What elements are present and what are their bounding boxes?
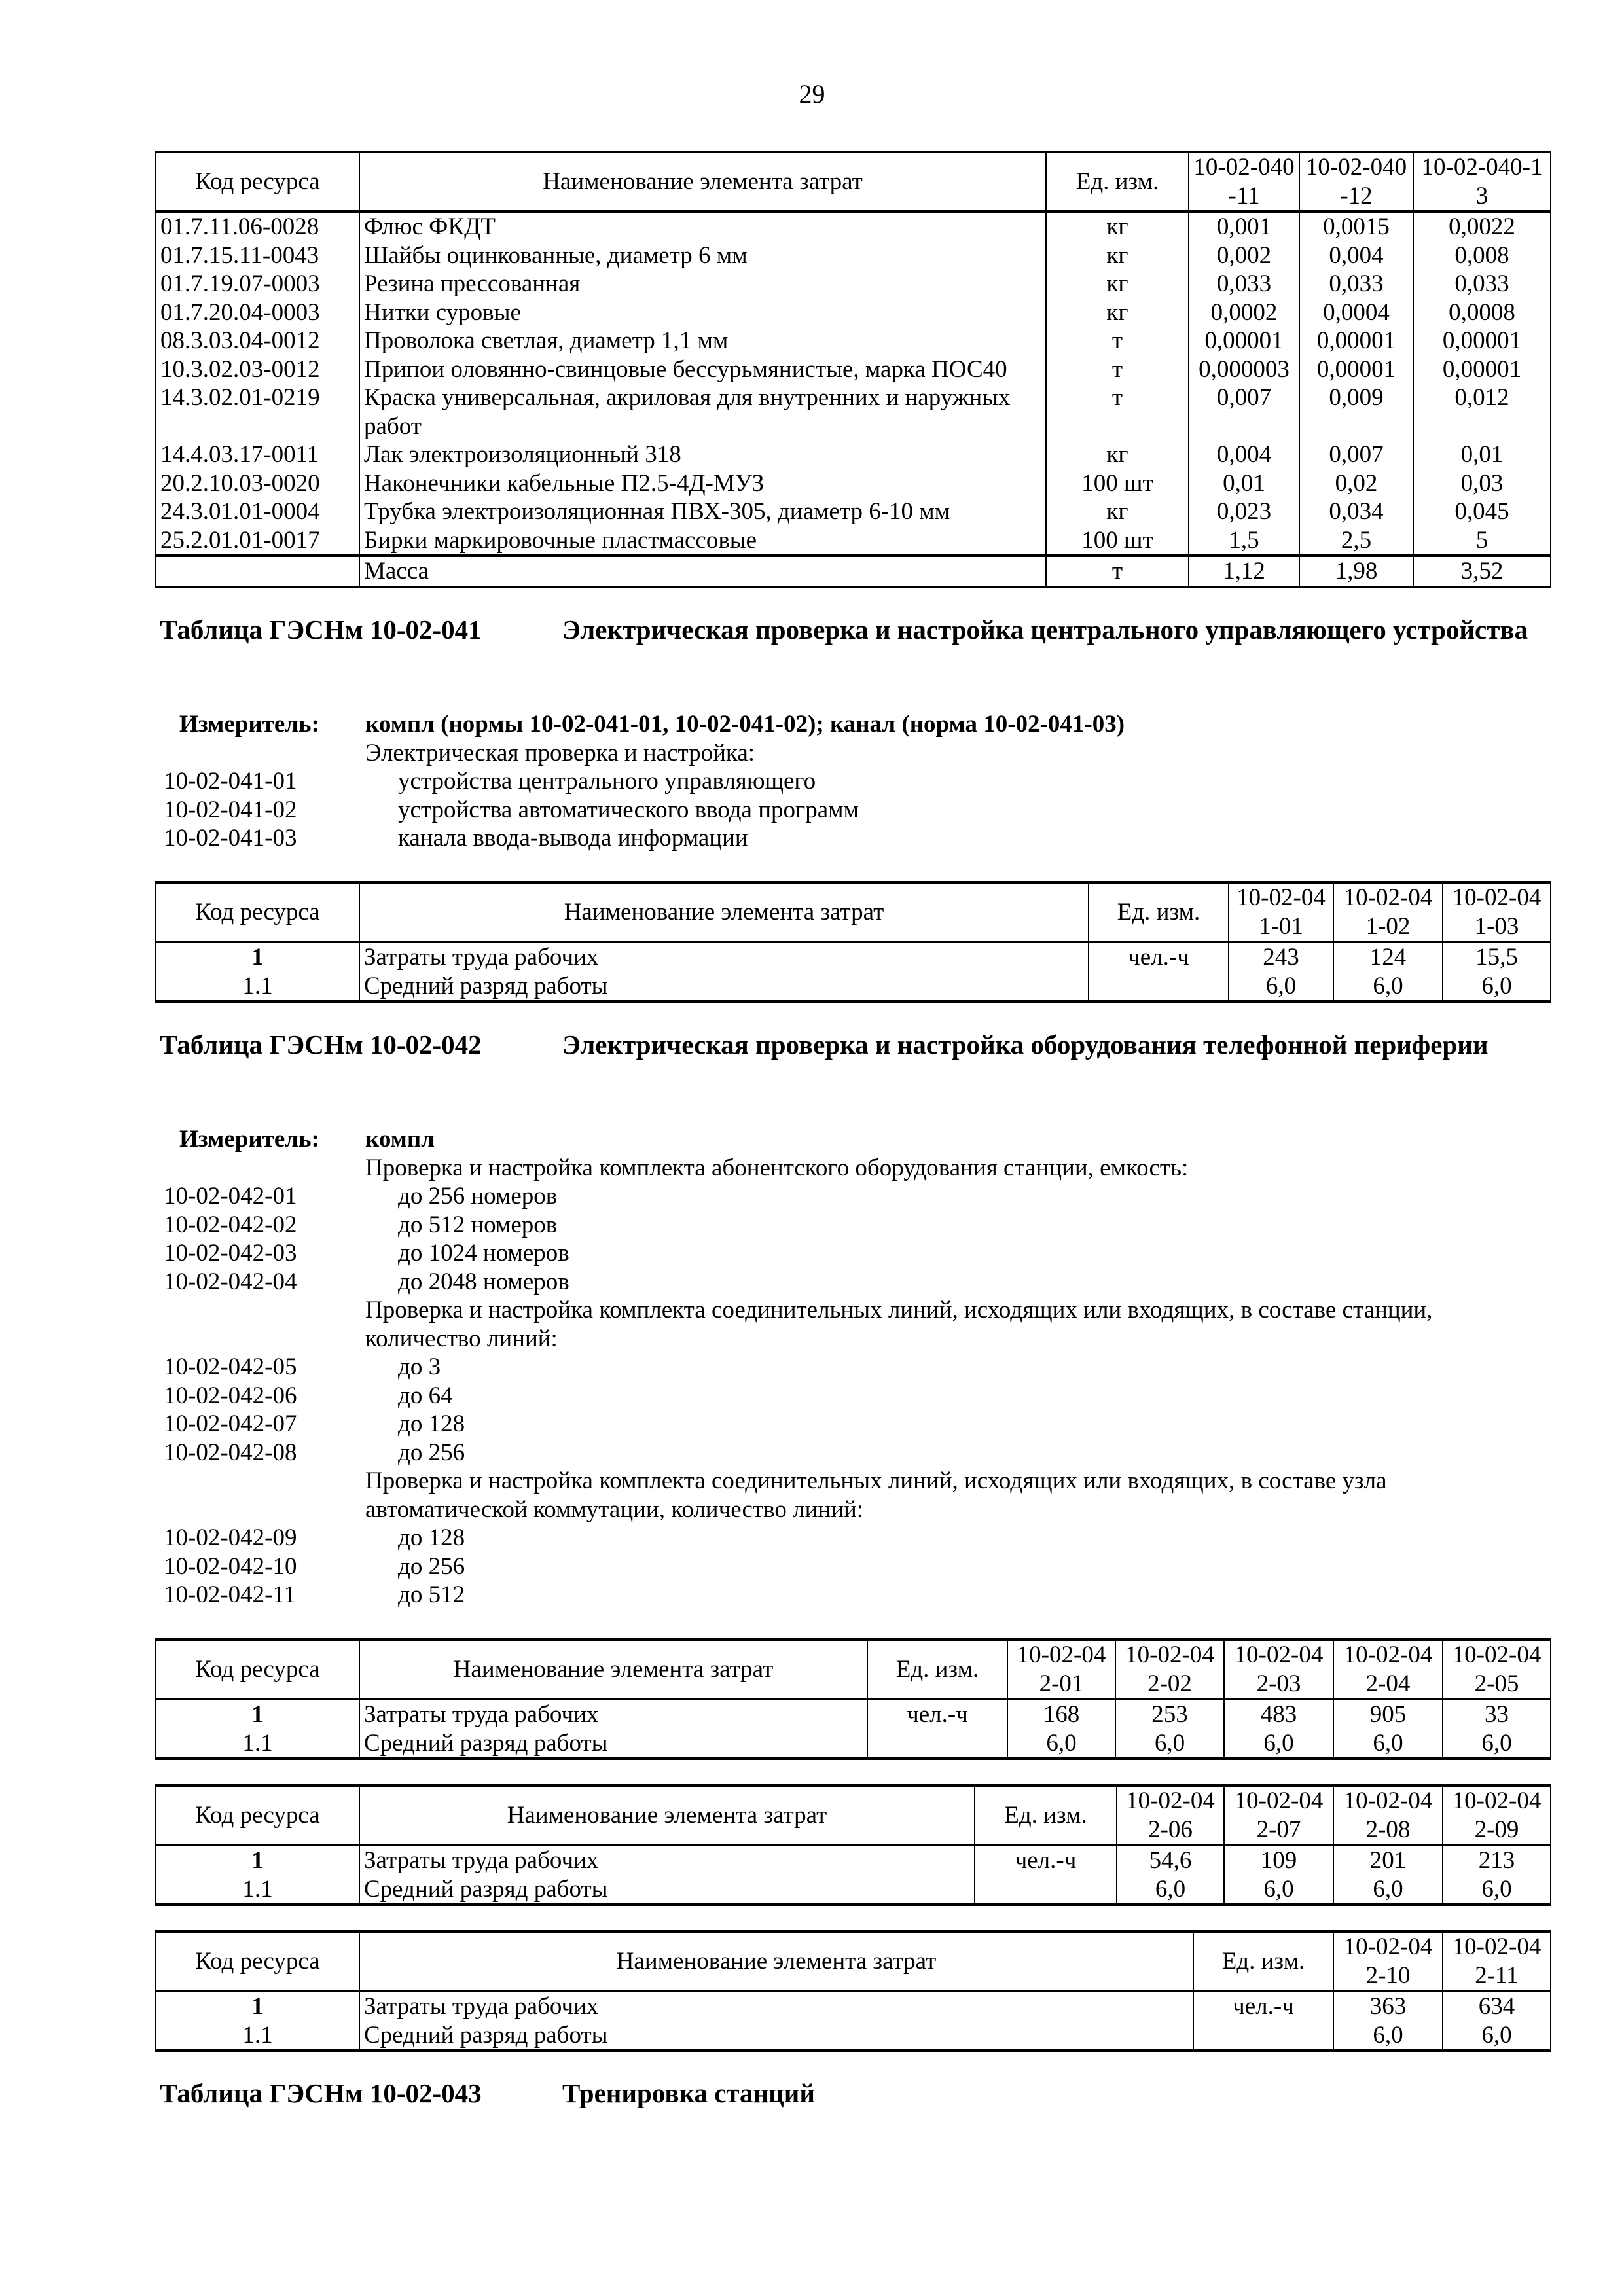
table-heading-043 (160, 2075, 1544, 2111)
norm-value: 6,0 (1333, 2021, 1443, 2051)
norm-value: 213 (1443, 1845, 1551, 1875)
norm-list-item (164, 1439, 1543, 1467)
cost-item-name: Затраты труда рабочих (359, 1699, 867, 1729)
norm-value: 168 (1007, 1699, 1115, 1729)
resource-code: 01.7.11.06-0028 (156, 211, 359, 242)
column-header: 10-02-042-05 (1443, 1640, 1551, 1699)
table-header-row (156, 1785, 1551, 1845)
column-header: 10-02-042-03 (1224, 1640, 1333, 1699)
measure-row (164, 1125, 1543, 1154)
table-row (156, 526, 1551, 556)
resource-code: 01.7.19.07-0003 (156, 270, 359, 298)
norm-value: 0,002 (1189, 242, 1299, 270)
norm-description: до 512 (398, 1581, 465, 1608)
table-row (156, 972, 1551, 1002)
resource-code: 1.1 (156, 972, 359, 1002)
resource-code: 14.4.03.17-0011 (156, 440, 359, 469)
cost-item-name: Трубка электроизоляционная ПВХ-305, диаметр 6-10 мм (359, 497, 1046, 526)
norm-value: 253 (1115, 1699, 1224, 1729)
unit: т (1046, 556, 1189, 587)
norm-list-item (164, 1524, 1543, 1552)
norm-value: 124 (1333, 942, 1443, 972)
norm-list-item (164, 1382, 1543, 1410)
column-header: 10-02-040-13 (1413, 152, 1551, 211)
unit (1089, 972, 1229, 1002)
column-header: Наименование элемента затрат (359, 1640, 867, 1699)
measure-block-041 (164, 710, 1543, 853)
norm-value: 1,98 (1299, 556, 1413, 587)
unit: кг (1046, 242, 1189, 270)
unit: т (1046, 355, 1189, 384)
resource-code: 01.7.15.11-0043 (156, 242, 359, 270)
unit (867, 1729, 1007, 1759)
table-title: Электрическая проверка и настройка оборудования телефонной периферии (562, 1030, 1489, 1060)
norm-value: 0,01 (1189, 469, 1299, 498)
resource-table-041 (155, 881, 1551, 1003)
norm-code: 10-02-041-01 (164, 768, 297, 795)
unit: чел.-ч (975, 1845, 1117, 1875)
table-code: Таблица ГЭСНм 10-02-041 (160, 615, 482, 645)
norm-list-item (164, 1353, 1543, 1382)
norm-value: 6,0 (1333, 1875, 1443, 1905)
cost-item-name: Затраты труда рабочих (359, 1991, 1193, 2021)
column-header: 10-02-042-10 (1333, 1931, 1443, 1991)
norm-code: 10-02-042-11 (164, 1581, 297, 1608)
resource-code: 1.1 (156, 1875, 359, 1905)
unit: кг (1046, 211, 1189, 242)
resource-code: 1.1 (156, 1729, 359, 1759)
norm-code: 10-02-041-02 (164, 796, 297, 823)
table-header-row (156, 882, 1551, 942)
norm-value: 0,033 (1413, 270, 1551, 298)
measure-label: Измеритель: (179, 711, 319, 738)
resource-code (156, 556, 359, 587)
unit: т (1046, 327, 1189, 355)
norm-value: 54,6 (1117, 1845, 1224, 1875)
table-header-row (156, 1640, 1551, 1699)
column-header: Ед. изм. (1046, 152, 1189, 211)
column-header: Наименование элемента затрат (359, 882, 1089, 942)
table-row (156, 242, 1551, 270)
column-header: Код ресурса (156, 1640, 359, 1699)
cost-item-name: Масса (359, 556, 1046, 587)
norm-value: 0,00001 (1413, 327, 1551, 355)
norm-value: 0,023 (1189, 497, 1299, 526)
unit: 100 шт (1046, 469, 1189, 498)
table-row (156, 942, 1551, 972)
norm-value: 0,01 (1413, 440, 1551, 469)
norm-value: 33 (1443, 1699, 1551, 1729)
cost-item-name: Шайбы оцинкованные, диаметр 6 мм (359, 242, 1046, 270)
resource-code: 1 (156, 1845, 359, 1875)
norm-value: 5 (1413, 526, 1551, 556)
norm-description: до 1024 номеров (398, 1240, 569, 1266)
table-title: Электрическая проверка и настройка центрального управляющего устройства (562, 615, 1528, 645)
norm-value: 15,5 (1443, 942, 1551, 972)
norm-value: 0,0004 (1299, 298, 1413, 327)
norm-list-item (164, 1182, 1543, 1211)
resource-table-042-c (155, 1930, 1551, 2052)
column-header: Код ресурса (156, 1931, 359, 1991)
cost-item-name: Лак электроизоляционный 318 (359, 440, 1046, 469)
norm-value: 0,004 (1299, 242, 1413, 270)
norm-value: 6,0 (1333, 1729, 1443, 1759)
group-description: Электрическая проверка и настройка: (365, 739, 755, 766)
measure-block-042 (164, 1125, 1543, 1609)
norm-list-item (164, 1296, 1543, 1353)
norm-value: 0,0015 (1299, 211, 1413, 242)
norm-value: 0,00001 (1189, 327, 1299, 355)
table-header-row (156, 152, 1551, 211)
page-number: 29 (799, 79, 825, 109)
norm-description: устройства центрального управляющего (398, 768, 816, 795)
resource-code: 1.1 (156, 2021, 359, 2051)
table-code: Таблица ГЭСНм 10-02-042 (160, 1030, 482, 1060)
resource-code: 01.7.20.04-0003 (156, 298, 359, 327)
norm-value: 6,0 (1333, 972, 1443, 1002)
table-row (156, 1845, 1551, 1875)
cost-item-name: Средний разряд работы (359, 972, 1089, 1002)
norm-value: 109 (1224, 1845, 1333, 1875)
norm-description: устройства автоматического ввода программ (398, 796, 859, 823)
norm-value: 1,5 (1189, 526, 1299, 556)
norm-value: 0,008 (1413, 242, 1551, 270)
norm-value: 6,0 (1224, 1875, 1333, 1905)
unit: чел.-ч (1089, 942, 1229, 972)
norm-value: 634 (1443, 1991, 1551, 2021)
norm-value: 6,0 (1443, 1729, 1551, 1759)
measure-row (164, 710, 1543, 739)
column-header: 10-02-042-07 (1224, 1785, 1333, 1845)
resource-code: 14.3.02.01-0219 (156, 384, 359, 440)
cost-item-name: Краска универсальная, акриловая для внутренних и наружных работ (359, 384, 1046, 440)
unit (975, 1875, 1117, 1905)
norm-value: 363 (1333, 1991, 1443, 2021)
norm-code: 10-02-041-03 (164, 825, 297, 852)
norm-description: до 128 (398, 1410, 465, 1437)
norm-value: 0,001 (1189, 211, 1299, 242)
group-description: Проверка и настройка комплекта соединительных линий, исходящих или входящих, в составе узла автоматической коммутации, количество линий: (365, 1467, 1387, 1523)
column-header: 10-02-042-01 (1007, 1640, 1115, 1699)
norm-value: 0,012 (1413, 384, 1551, 440)
column-header: Код ресурса (156, 1785, 359, 1845)
norm-value: 6,0 (1443, 2021, 1551, 2051)
norm-code: 10-02-042-03 (164, 1240, 297, 1266)
cost-item-name: Затраты труда рабочих (359, 942, 1089, 972)
cost-item-name: Флюс ФКДТ (359, 211, 1046, 242)
norm-value: 6,0 (1229, 972, 1333, 1002)
column-header: Код ресурса (156, 152, 359, 211)
cost-item-name: Бирки маркировочные пластмассовые (359, 526, 1046, 556)
resource-table-042-a (155, 1638, 1551, 1760)
column-header: 10-02-042-04 (1333, 1640, 1443, 1699)
norm-list-item (164, 824, 1543, 853)
column-header: Ед. изм. (1193, 1931, 1333, 1991)
norm-code: 10-02-042-02 (164, 1211, 297, 1238)
norm-description: канала ввода-вывода информации (398, 825, 748, 852)
norm-code: 10-02-042-08 (164, 1439, 297, 1466)
cost-item-name: Резина прессованная (359, 270, 1046, 298)
norm-value: 0,0002 (1189, 298, 1299, 327)
column-header: 10-02-042-06 (1117, 1785, 1224, 1845)
table-row (156, 1729, 1551, 1759)
unit: кг (1046, 497, 1189, 526)
table-row (156, 1875, 1551, 1905)
norm-value: 6,0 (1224, 1729, 1333, 1759)
table-row (156, 298, 1551, 327)
norm-code: 10-02-042-10 (164, 1552, 297, 1580)
table-row (156, 2021, 1551, 2051)
norm-code: 10-02-042-06 (164, 1382, 297, 1409)
norm-description: до 256 (398, 1552, 465, 1580)
resource-code: 10.3.02.03-0012 (156, 355, 359, 384)
unit: кг (1046, 298, 1189, 327)
norm-value: 0,03 (1413, 469, 1551, 498)
norm-code: 10-02-042-05 (164, 1354, 297, 1380)
resource-code: 1 (156, 1991, 359, 2021)
resource-table-042-b (155, 1784, 1551, 1906)
column-header: Наименование элемента затрат (359, 1785, 975, 1845)
cost-item-name: Нитки суровые (359, 298, 1046, 327)
column-header: 10-02-041-01 (1229, 882, 1333, 942)
table-heading-041 (160, 612, 1544, 647)
table-row (156, 384, 1551, 440)
norm-list-item (164, 1154, 1543, 1183)
norm-value: 2,5 (1299, 526, 1413, 556)
resource-code: 25.2.01.01-0017 (156, 526, 359, 556)
norm-code: 10-02-042-07 (164, 1410, 297, 1437)
column-header: 10-02-040-11 (1189, 152, 1299, 211)
norm-value: 3,52 (1413, 556, 1551, 587)
norm-value: 483 (1224, 1699, 1333, 1729)
norm-list-item (164, 1211, 1543, 1240)
cost-item-name: Средний разряд работы (359, 1729, 867, 1759)
norm-value: 0,00001 (1299, 327, 1413, 355)
table-heading-042 (160, 1027, 1544, 1062)
norm-list-item (164, 1552, 1543, 1581)
cost-item-name: Проволока светлая, диаметр 1,1 мм (359, 327, 1046, 355)
column-header: 10-02-042-02 (1115, 1640, 1224, 1699)
unit: кг (1046, 270, 1189, 298)
norm-value: 201 (1333, 1845, 1443, 1875)
norm-value: 6,0 (1007, 1729, 1115, 1759)
column-header: Ед. изм. (975, 1785, 1117, 1845)
table-total-row (156, 556, 1551, 587)
norm-value: 0,009 (1299, 384, 1413, 440)
table-row (156, 270, 1551, 298)
unit: чел.-ч (1193, 1991, 1333, 2021)
norm-list-item (164, 767, 1543, 796)
norm-value: 0,00001 (1413, 355, 1551, 384)
resource-code: 24.3.01.01-0004 (156, 497, 359, 526)
norm-value: 0,0008 (1413, 298, 1551, 327)
norm-list-item (164, 1239, 1543, 1268)
group-description: Проверка и настройка комплекта соединительных линий, исходящих или входящих, в составе станции, количество линий: (365, 1297, 1433, 1352)
table-row (156, 440, 1551, 469)
norm-value: 6,0 (1443, 972, 1551, 1002)
norm-description: до 2048 номеров (398, 1268, 569, 1295)
unit: 100 шт (1046, 526, 1189, 556)
table-row (156, 211, 1551, 242)
cost-item-name: Средний разряд работы (359, 1875, 975, 1905)
table-title: Тренировка станций (562, 2078, 816, 2108)
measure-value: компл (365, 1126, 435, 1153)
column-header: 10-02-040-12 (1299, 152, 1413, 211)
norm-list-item (164, 739, 1543, 768)
unit: кг (1046, 440, 1189, 469)
column-header: 10-02-041-02 (1333, 882, 1443, 942)
norm-value: 0,034 (1299, 497, 1413, 526)
norm-code: 10-02-042-01 (164, 1183, 297, 1210)
resource-code: 1 (156, 1699, 359, 1729)
column-header: Ед. изм. (1089, 882, 1229, 942)
norm-value: 0,045 (1413, 497, 1551, 526)
norm-value: 905 (1333, 1699, 1443, 1729)
column-header: 10-02-041-03 (1443, 882, 1551, 942)
norm-list-item (164, 1268, 1543, 1297)
table-row (156, 355, 1551, 384)
cost-item-name: Наконечники кабельные П2.5-4Д-МУЗ (359, 469, 1046, 498)
column-header: Наименование элемента затрат (359, 1931, 1193, 1991)
table-header-row (156, 1931, 1551, 1991)
norm-value: 0,033 (1189, 270, 1299, 298)
unit: т (1046, 384, 1189, 440)
norm-value: 243 (1229, 942, 1333, 972)
norm-value: 6,0 (1443, 1875, 1551, 1905)
table-row (156, 497, 1551, 526)
norm-value: 0,007 (1189, 384, 1299, 440)
cost-item-name: Средний разряд работы (359, 2021, 1193, 2051)
norm-description: до 3 (398, 1354, 441, 1380)
cost-item-name: Затраты труда рабочих (359, 1845, 975, 1875)
resource-code: 08.3.03.04-0012 (156, 327, 359, 355)
norm-description: до 128 (398, 1524, 465, 1551)
norm-value: 0,0022 (1413, 211, 1551, 242)
measure-value: компл (нормы 10-02-041-01, 10-02-041-02); канал (норма 10-02-041-03) (365, 711, 1125, 738)
norm-list-item (164, 1410, 1543, 1439)
table-row (156, 327, 1551, 355)
column-header: Наименование элемента затрат (359, 152, 1046, 211)
norm-value: 6,0 (1117, 1875, 1224, 1905)
norm-value: 6,0 (1115, 1729, 1224, 1759)
column-header: Код ресурса (156, 882, 359, 942)
column-header: 10-02-042-11 (1443, 1931, 1551, 1991)
cost-item-name: Припои оловянно-свинцовые бессурьмянистые, марка ПОС40 (359, 355, 1046, 384)
table-row (156, 1991, 1551, 2021)
measure-label: Измеритель: (179, 1126, 319, 1153)
resource-code: 1 (156, 942, 359, 972)
norm-list-item (164, 1467, 1543, 1524)
table-code: Таблица ГЭСНм 10-02-043 (160, 2078, 482, 2108)
column-header: Ед. изм. (867, 1640, 1007, 1699)
group-description: Проверка и настройка комплекта абонентского оборудования станции, емкость: (365, 1154, 1189, 1181)
norm-description: до 512 номеров (398, 1211, 558, 1238)
norm-description: до 256 (398, 1439, 465, 1466)
unit (1193, 2021, 1333, 2051)
unit: чел.-ч (867, 1699, 1007, 1729)
norm-value: 0,02 (1299, 469, 1413, 498)
table-row (156, 469, 1551, 498)
norm-value: 0,004 (1189, 440, 1299, 469)
resource-table-040 (155, 151, 1551, 588)
norm-value: 0,007 (1299, 440, 1413, 469)
norm-description: до 64 (398, 1382, 453, 1409)
table-row (156, 1699, 1551, 1729)
norm-code: 10-02-042-09 (164, 1524, 297, 1551)
column-header: 10-02-042-08 (1333, 1785, 1443, 1845)
norm-description: до 256 номеров (398, 1183, 558, 1210)
norm-code: 10-02-042-04 (164, 1268, 297, 1295)
norm-list-item (164, 796, 1543, 825)
norm-value: 0,00001 (1299, 355, 1413, 384)
norm-value: 0,000003 (1189, 355, 1299, 384)
column-header: 10-02-042-09 (1443, 1785, 1551, 1845)
norm-list-item (164, 1581, 1543, 1609)
norm-value: 1,12 (1189, 556, 1299, 587)
resource-code: 20.2.10.03-0020 (156, 469, 359, 498)
norm-value: 0,033 (1299, 270, 1413, 298)
